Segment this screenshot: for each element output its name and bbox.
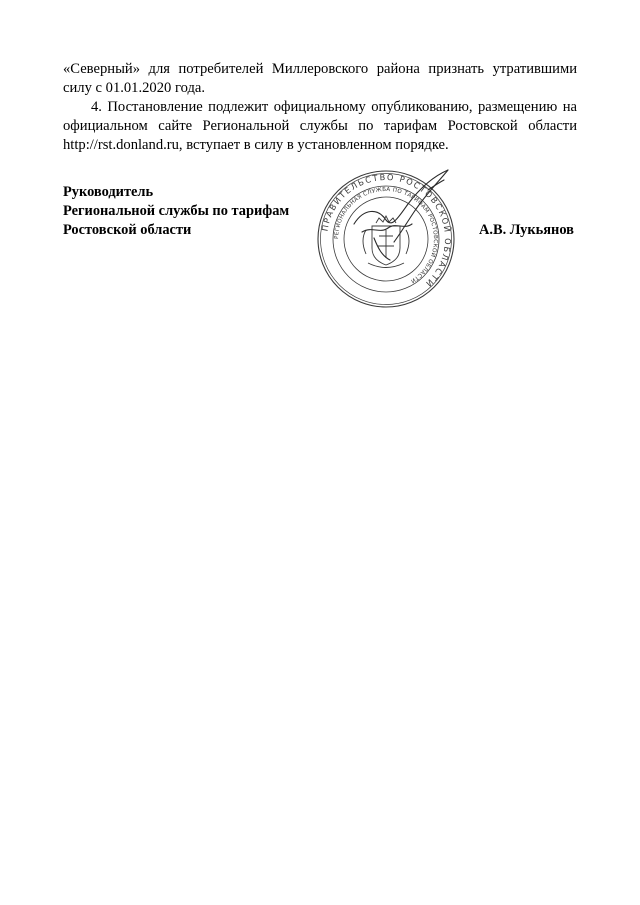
signatory-title <box>63 183 289 240</box>
signatory-title-line-3: Ростовской области <box>63 222 192 238</box>
signatory-title-line-2: Региональной службы по тарифам <box>63 203 290 219</box>
paragraph-4: 4. Постановление подлежит официальному опубликованию, размещению на официальном сайте Региональной службы по тарифам Ростовской области http://rst.donland.ru, вступает в силу в установленном порядке. <box>63 99 577 153</box>
stamp-outer-ring-text: ПРАВИТЕЛЬСТВО РОСТОВСКОЙ ОБЛАСТИ <box>319 171 454 290</box>
signatory-title-line-1: Руководитель <box>63 184 154 200</box>
stamp-inner-ring-text: РЕГИОНАЛЬНАЯ СЛУЖБА ПО ТАРИФАМ РОСТОВСКОЙ ОБЛАСТИ <box>333 186 439 284</box>
official-seal-stamp <box>316 168 456 310</box>
paragraph-continuation: «Северный» для потребителей Миллеровского района признать утратившими силу с 01.01.2020 года. <box>63 61 577 96</box>
signatory-name: А.В. Лукьянов <box>479 222 574 238</box>
document-body <box>63 60 577 155</box>
coat-of-arms-icon <box>363 216 409 268</box>
